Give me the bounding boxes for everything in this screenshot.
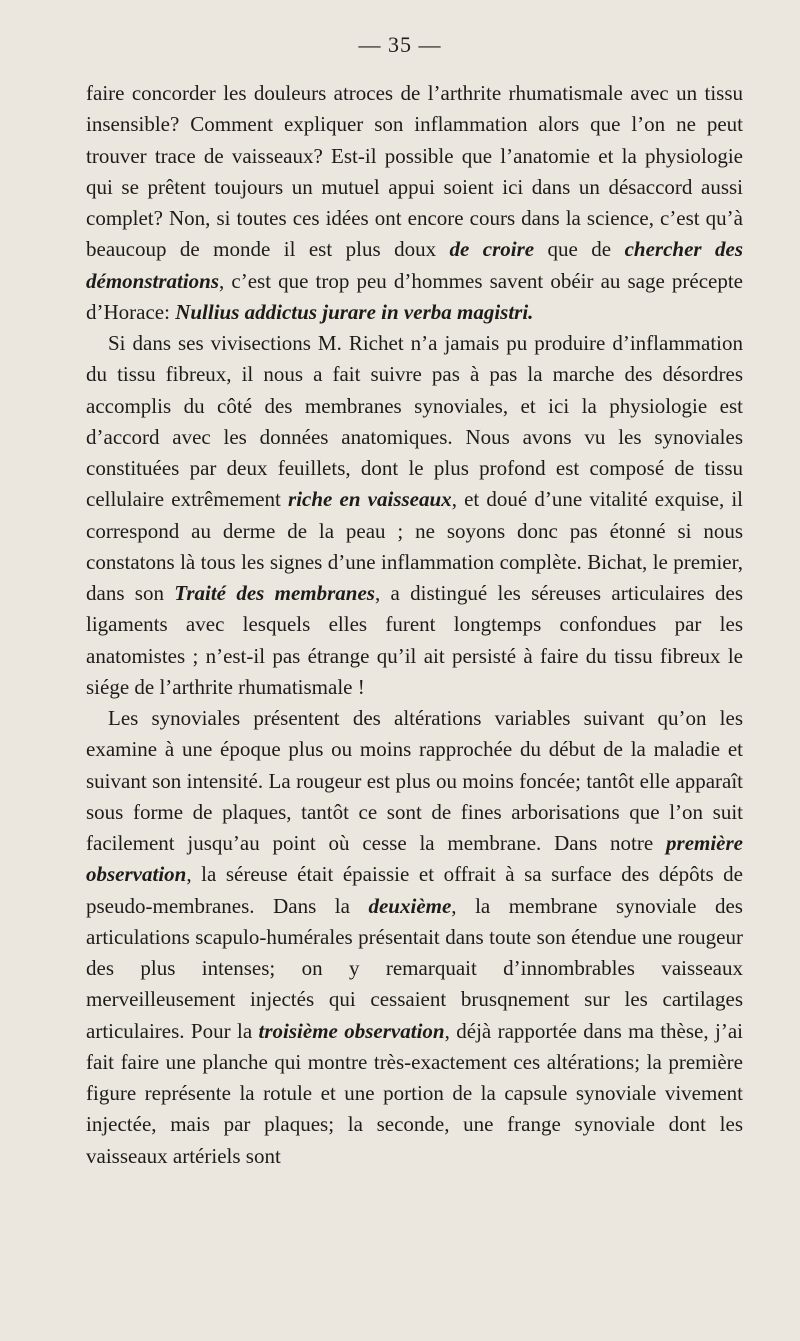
text-run: , a distingué les séreuses articulaires des ligaments avec lesquels elles furent longtemps confondues par les anatomistes ; n’est-il pas étrange qu’il ait persisté à faire du tissu fibreux le siége de l’arthrite rhumatismale !	[86, 581, 743, 699]
italic-text: deuxième	[368, 893, 452, 918]
page-number: — 35 —	[358, 32, 442, 57]
italic-text: chercher des démonstrations	[86, 237, 743, 293]
italic-text: première observation	[86, 831, 743, 887]
text-run: , la séreuse était épaissie et offrait à sa surface des dépôts de pseudo-membranes. Dans la	[86, 862, 743, 918]
text-run: Les synoviales présentent des altérations variables suivant qu’on les examine à une époque plus ou moins rapprochée du début de la maladie et suivant son intensité. La rougeur est plus ou moins foncée; tantôt elle apparaît sous forme de plaques, tantôt ce sont de fines arborisations que l’on suit facilement jusqu’au point où cesse la membrane. Dans notre	[86, 706, 743, 855]
body-text	[86, 78, 743, 1172]
text-run: faire concorder les douleurs atroces de l’arthrite rhumatismale avec un tissu insensible? Comment expliquer son inflammation alors que l’on ne peut trouver trace de vaisseaux? Est-il possible que l’anatomie et la physiologie qui se prêtent toujours un mutuel appui soient ici dans un désaccord aussi complet? Non, si toutes ces idées ont encore cours dans la science, c’est qu’à beaucoup de monde il est plus doux	[86, 81, 743, 262]
text-run: , la membrane synoviale des articulations scapulo-humérales présentait dans toute son étendue une rougeur des plus intenses; on y remarquait d’innombrables vaisseaux merveilleusement injectés qui cessaient brusqnement sur les cartilages articulaires. Pour la	[86, 893, 743, 1043]
paragraph	[86, 328, 743, 703]
italic-text: riche en vaisseaux	[288, 487, 452, 512]
text-run: que de	[534, 237, 625, 262]
paragraph	[86, 78, 743, 328]
paragraph	[86, 703, 743, 1172]
italic-text: troisième observation	[258, 1018, 445, 1043]
italic-text: de croire	[449, 237, 535, 262]
italic-text: Nullius addictus jurare in verba magistri.	[175, 299, 534, 324]
text-run: , déjà rapportée dans ma thèse, j’ai fait faire une planche qui montre très-exactement ces altérations; la première figure représente la rotule et une portion de la capsule synoviale vivement injectée, mais par plaques; la seconde, une frange synoviale dont les vaisseaux artériels sont	[86, 1018, 744, 1168]
text-run: , c’est que trop peu d’hommes savent obéir au sage précepte d’Horace:	[86, 268, 743, 324]
text-run: , et doué d’une vitalité exquise, il correspond au derme de la peau ; ne soyons donc pas étonné si nous constatons là tous les signes d’une inflammation complète. Bichat, le premier, dans son	[86, 487, 744, 605]
text-run: Si dans ses vivisections M. Richet n’a jamais pu produire d’inflammation du tissu fibreux, il nous a fait suivre pas à pas la marche des désordres accomplis du côté des membranes synoviales, et ici la physiologie est d’accord avec les données anatomiques. Nous avons vu les synoviales constituées par deux feuillets, dont le plus profond est composé de tissu cellulaire extrêmement	[86, 331, 743, 512]
italic-text: Traité des membranes	[174, 581, 375, 605]
